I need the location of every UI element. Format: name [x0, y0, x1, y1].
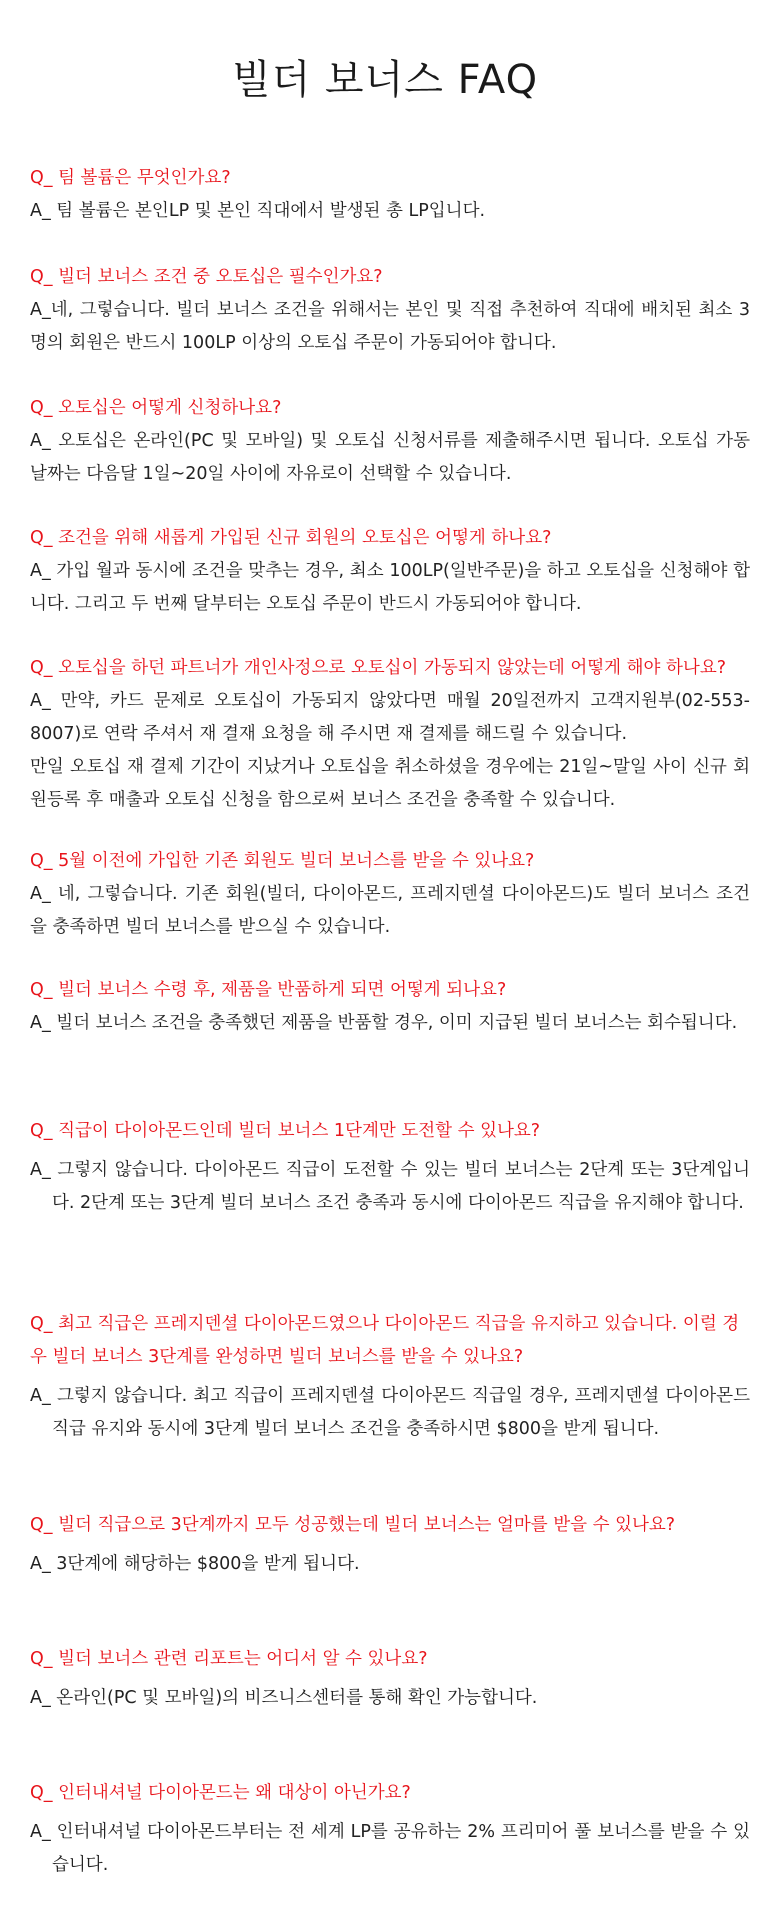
faq-item — [30, 974, 750, 1040]
faq-answer: A_ 가입 월과 동시에 조건을 맞추는 경우, 최소 100LP(일반주문)을 하고 오토십을 신청해야 합니다. 그리고 두 번째 달부터는 오토십 주문이 반드시 가동되어야 합니다. — [30, 561, 750, 614]
faq-question: Q_ 최고 직급은 프레지덴셜 다이아몬드였으나 다이아몬드 직급을 유지하고 있습니다. 이럴 경우 빌더 보너스 3단계를 완성하면 빌더 보너스를 받을 수 있나요? — [30, 1314, 740, 1367]
faq-item — [30, 1777, 750, 1882]
faq-answer: A_ 팀 볼륨은 본인LP 및 본인 직대에서 발생된 총 LP입니다. — [30, 201, 486, 221]
faq-item — [30, 162, 750, 228]
faq-answer: A_ 인터내셔널 다이아몬드부터는 전 세계 LP를 공유하는 2% 프리미어 풀 보너스를 받을 수 있습니다. — [30, 1822, 750, 1875]
faq-question: Q_ 인터내셔널 다이아몬드는 왜 대상이 아닌가요? — [30, 1783, 411, 1803]
faq-item — [30, 845, 750, 944]
faq-question: Q_ 빌더 보너스 관련 리포트는 어디서 알 수 있나요? — [30, 1649, 428, 1669]
page-title: 빌더 보너스 FAQ — [231, 57, 539, 103]
faq-answer: A_ 만약, 카드 문제로 오토십이 가동되지 않았다면 매월 20일전까지 고객지원부(02-553-8007)로 연락 주셔서 재 결재 요청을 해 주시면 재 결제를 해드릴 수 있습니다. — [30, 691, 750, 744]
faq-question: Q_ 조건을 위해 새롭게 가입된 신규 회원의 오토십은 어떻게 하나요? — [30, 528, 552, 548]
faq-answer: 만일 오토십 재 결제 기간이 지났거나 오토십을 취소하셨을 경우에는 21일~말일 사이 신규 회원등록 후 매출과 오토십 신청을 함으로써 보너스 조건을 충족할 수 있습니다. — [30, 757, 750, 810]
faq-question: Q_ 오토십은 어떻게 신청하나요? — [30, 398, 282, 418]
faq-answer: A_ 오토십은 온라인(PC 및 모바일) 및 오토십 신청서류를 제출해주시면 됩니다. 오토십 가동 날짜는 다음달 1일~20일 사이에 자유로이 선택할 수 있습니다. — [30, 431, 750, 484]
faq-question: Q_ 빌더 직급으로 3단계까지 모두 성공했는데 빌더 보너스는 얼마를 받을 수 있나요? — [30, 1515, 676, 1535]
faq-question: Q_ 빌더 보너스 조건 중 오토십은 필수인가요? — [30, 267, 383, 287]
faq-item — [30, 1115, 750, 1220]
faq-answer: A_ 빌더 보너스 조건을 충족했던 제품을 반품할 경우, 이미 지급된 빌더 보너스는 회수됩니다. — [30, 1013, 738, 1033]
faq-question: Q_ 팀 볼륨은 무엇인가요? — [30, 168, 231, 188]
faq-answer: A_ 3단계에 해당하는 $800을 받게 됩니다. — [30, 1554, 360, 1574]
faq-item — [30, 652, 750, 817]
faq-question: Q_ 5월 이전에 가입한 기존 회원도 빌더 보너스를 받을 수 있나요? — [30, 851, 535, 871]
faq-answer: A_네, 그렇습니다. 빌더 보너스 조건을 위해서는 본인 및 직접 추천하여 직대에 배치된 최소 3명의 회원은 반드시 100LP 이상의 오토십 주문이 가동되어야 합니다. — [30, 300, 750, 353]
faq-item — [30, 522, 750, 621]
faq-item — [30, 1643, 750, 1715]
faq-question: Q_ 빌더 보너스 수령 후, 제품을 반품하게 되면 어떻게 되나요? — [30, 980, 507, 1000]
faq-question: Q_ 오토십을 하던 파트너가 개인사정으로 오토십이 가동되지 않았는데 어떻게 해야 하나요? — [30, 658, 727, 678]
faq-item — [30, 392, 750, 491]
faq-item — [30, 261, 750, 360]
faq-answer: A_ 온라인(PC 및 모바일)의 비즈니스센터를 통해 확인 가능합니다. — [30, 1688, 538, 1708]
faq-answer: A_ 그렇지 않습니다. 다이아몬드 직급이 도전할 수 있는 빌더 보너스는 2단계 또는 3단계입니다. 2단계 또는 3단계 빌더 보너스 조건 충족과 동시에 다이아몬드 직급을 유지해야 합니다. — [30, 1160, 750, 1213]
faq-item — [30, 1509, 750, 1581]
faq-answer: A_ 그렇지 않습니다. 최고 직급이 프레지덴셜 다이아몬드 직급일 경우, 프레지덴셜 다이아몬드 직급 유지와 동시에 3단계 빌더 보너스 조건을 충족하시면 $800을 받게 됩니다. — [30, 1386, 750, 1439]
faq-item — [30, 1308, 750, 1446]
faq-question: Q_ 직급이 다이아몬드인데 빌더 보너스 1단계만 도전할 수 있나요? — [30, 1121, 541, 1141]
faq-answer: A_ 네, 그렇습니다. 기존 회원(빌더, 다이아몬드, 프레지덴셜 다이아몬드)도 빌더 보너스 조건을 충족하면 빌더 보너스를 받으실 수 있습니다. — [30, 884, 750, 937]
